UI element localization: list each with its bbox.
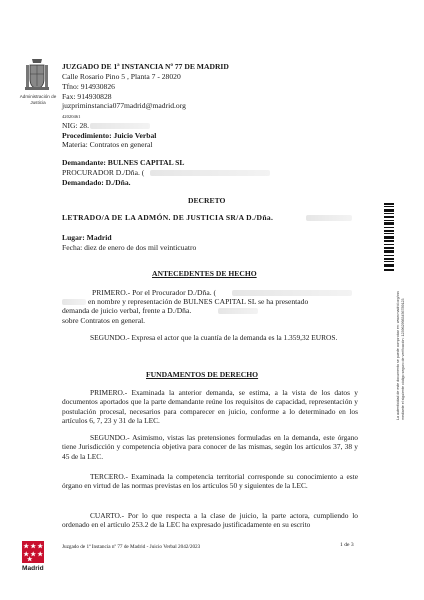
demandado: Demandado: D./Dña. <box>62 178 131 187</box>
small-code: 42020461 <box>62 114 81 119</box>
letrado-line: LETRADO/A DE LA ADMÓN. DE JUSTICIA SR/A D./Dña. <box>62 213 274 222</box>
side-text-line1: La autenticidad de este documento se puede comprobar en: www.madrid.org/csv <box>396 290 400 420</box>
fecha: Fecha: diez de enero de dos mil veinticuatro <box>62 243 197 252</box>
redacted-procurador <box>150 170 270 176</box>
redacted-procurador-3 <box>62 299 86 305</box>
comunidad-madrid-logo <box>22 541 44 563</box>
nig: NIG: 28. <box>62 121 89 130</box>
fundamentos-p4: CUARTO.- Por lo que respecta a la clase de juicio, la parte actora, cumpliendo lo ordenado en el artículo 253.2 de la LEC ha expresado justificadamente en su escrito <box>62 511 358 530</box>
redacted-nig <box>90 123 150 129</box>
side-text-line2: mediante el siguiente código seguro de verificación: 1239629983456789123 <box>400 298 405 420</box>
side-verification-text <box>396 220 405 420</box>
court-name: JUZGADO DE 1ª INSTANCIA Nº 77 DE MADRID <box>62 62 229 71</box>
decree-title: DECRETO <box>188 196 226 205</box>
coat-of-arms-icon <box>22 56 52 94</box>
antecedentes-p2: SEGUNDO.- Expresa el actor que la cuantía de la demanda es la 1.359,32 EUROS. <box>90 333 338 342</box>
fundamentos-heading: FUNDAMENTOS DE DERECHO <box>146 370 259 379</box>
court-address: Calle Rosario Pino 5 , Planta 7 - 28020 <box>62 72 181 81</box>
antecedentes-p1-line3: demanda de juicio verbal, frente a D./Dña. <box>62 306 192 315</box>
procedure: Procedimiento: Juicio Verbal <box>62 131 157 140</box>
materia: Materia: Contratos en general <box>62 140 153 149</box>
page-number: 1 de 3 <box>340 542 354 548</box>
barcode <box>384 203 394 273</box>
fundamentos-p1: PRIMERO.- Examinada la anterior demanda, se estima, a la vista de los datos y documentos aportados que la parte demandante reúne los requisitos de capacidad, representación y postulación procesal, necesarios para comparecer en juicio, conforme a lo determinado en los artículos 6, 7, 23 y 31 de la LEC. <box>62 388 358 426</box>
footer-doc-ref: Juzgado de 1ª Instancia nº 77 de Madrid - Juicio Verbal 2042/2023 <box>62 544 201 550</box>
court-email: juzpriminstancia077madrid@madrid.org <box>62 101 186 110</box>
antecedentes-heading: ANTECEDENTES DE HECHO <box>152 269 257 278</box>
court-fax: Fax: 914930828 <box>62 92 112 101</box>
fundamentos-p2: SEGUNDO.- Asimismo, vistas las pretensiones formuladas en la demanda, este órgano tiene Jurisdicción y competencia objetiva para conocer de las mismas, según los artículos 37, 38 y 45 de la LEC. <box>62 433 358 461</box>
court-phone: Tfno: 914930826 <box>62 82 115 91</box>
demandante: Demandante: BULNES CAPITAL SL <box>62 158 185 167</box>
emblem-caption: Administración de Justicia <box>19 94 57 105</box>
antecedentes-p1-line4: sobre Contratos en general. <box>62 316 146 325</box>
redacted-demandado <box>218 308 258 314</box>
redacted-letrado <box>306 215 352 221</box>
antecedentes-p1-line2: en nombre y representación de BULNES CAPITAL SL se ha presentado <box>88 297 309 306</box>
antecedentes-p1-line1: PRIMERO.- Por el Procurador D./Dña. ( <box>92 288 217 297</box>
region-label: Madrid <box>22 565 44 572</box>
fundamentos-p3: TERCERO.- Examinada la competencia territorial corresponde su conocimiento a este órgano en virtud de las normas previstas en los artículos 50 y siguientes de la LEC. <box>62 472 358 491</box>
redacted-procurador-2 <box>232 290 352 296</box>
procurador: PROCURADOR D./Dña. ( <box>62 168 145 177</box>
lugar: Lugar: Madrid <box>62 233 112 242</box>
